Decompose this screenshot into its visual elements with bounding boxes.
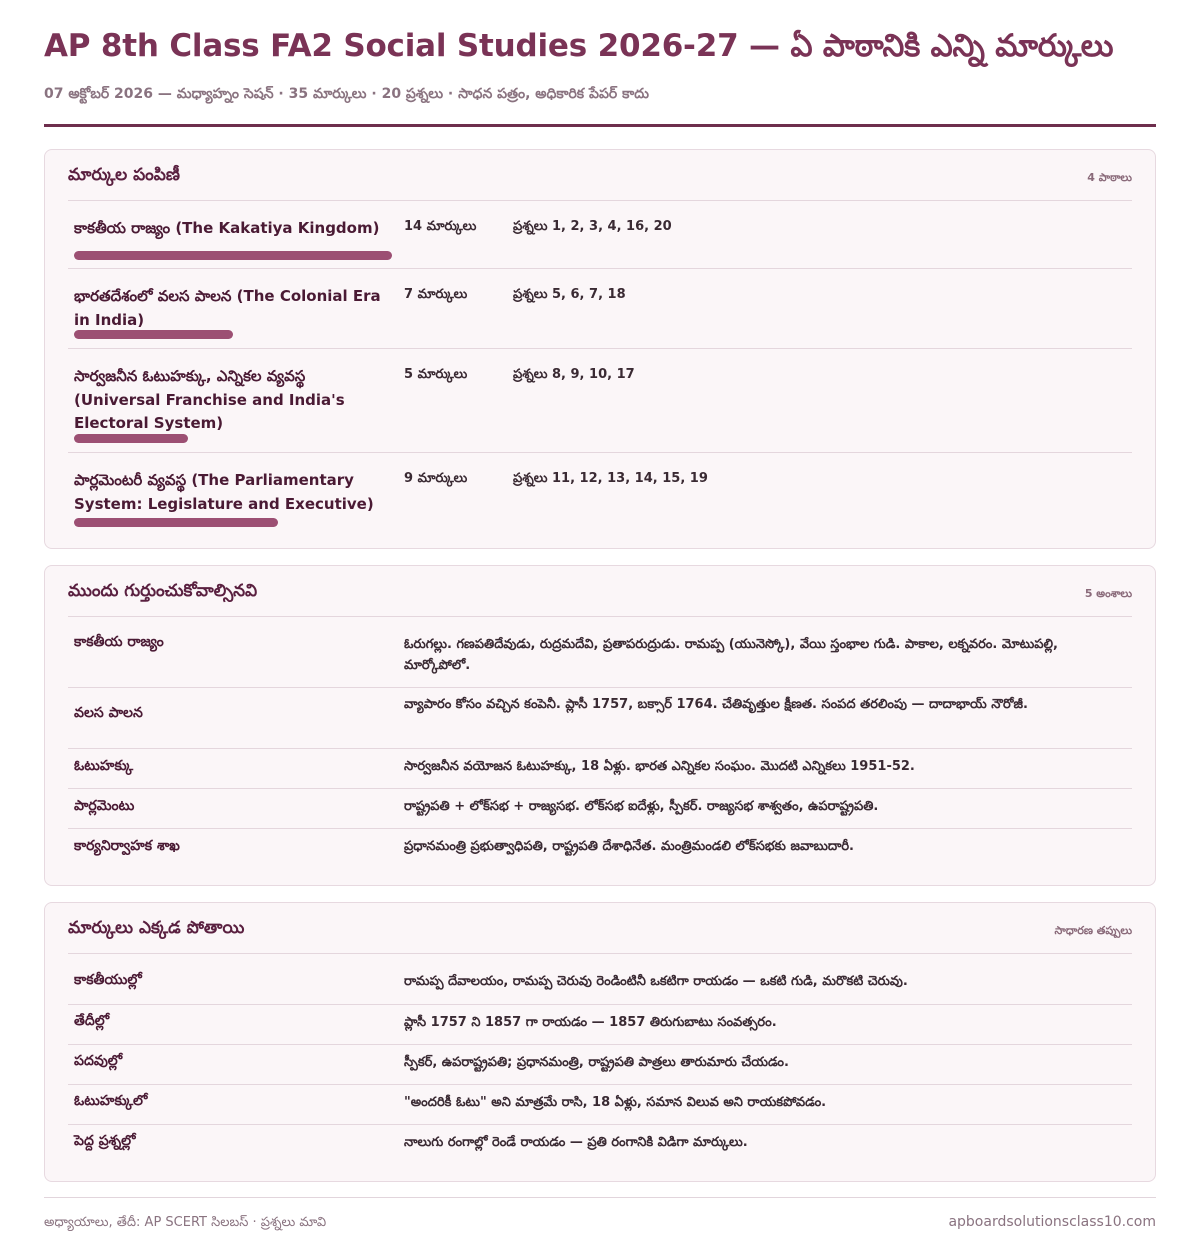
marks-bar <box>74 330 233 339</box>
page-subtitle: 07 అక్టోబర్ 2026 — మధ్యాహ్నం సెషన్ · 35 మార్కులు · 20 ప్రశ్నలు · సాధన పత్రం, అధికారిక పేపర్ కాదు <box>44 86 649 102</box>
mistake-row <box>68 1045 1132 1085</box>
distribution-list <box>68 201 1132 541</box>
key-point-topic: కార్యనిర్వాహక శాఖ <box>74 838 180 854</box>
marks-bar <box>74 518 278 527</box>
key-point-text: వ్యాపారం కోసం వచ్చిన కంపెనీ. ప్లాసీ 1757, బక్సార్ 1764. చేతివృత్తుల క్షీణత. సంపద తరలింపు — దాదాభాయ్ నౌరోజీ. <box>404 697 1028 712</box>
card-count: 5 అంశాలు <box>1084 587 1132 600</box>
mistake-text: స్పీకర్, ఉపరాష్ట్రపతి; ప్రధానమంత్రి, రాష్ట్రపతి పాత్రలు తారుమారు చేయడం. <box>404 1055 789 1070</box>
mistake-row <box>68 1005 1132 1045</box>
marks-distribution-card <box>44 149 1156 549</box>
header-divider <box>44 124 1156 127</box>
key-points-list <box>68 617 1132 869</box>
chapter-questions: ప్రశ్నలు 5, 6, 7, 18 <box>513 287 626 302</box>
card-title: మార్కులు ఎక్కడ పోతాయి <box>68 918 245 938</box>
mistakes-list <box>68 954 1132 1165</box>
mistake-text: రామప్ప దేవాలయం, రామప్ప చెరువు రెండింటినీ ఒకటిగా రాయడం — ఒకటి గుడి, మరొకటి చెరువు. <box>404 974 908 989</box>
chapter-name: భారతదేశంలో వలస పాలన (The Colonial Era in India) <box>74 287 381 329</box>
distribution-row <box>68 349 1132 453</box>
chapter-marks: 7 మార్కులు <box>404 287 468 302</box>
key-point-topic: వలస పాలన <box>74 705 143 721</box>
key-point-row <box>68 789 1132 829</box>
mistake-topic: తేదీల్లో <box>74 1013 110 1029</box>
distribution-row <box>68 453 1132 541</box>
mistake-text: నాలుగు రంగాల్లో రెండే రాయడం — ప్రతి రంగానికి విడిగా మార్కులు. <box>404 1135 748 1150</box>
chapter-questions: ప్రశ్నలు 8, 9, 10, 17 <box>513 367 635 382</box>
card-header <box>68 150 1132 201</box>
key-point-row <box>68 749 1132 789</box>
mistake-row <box>68 954 1132 1005</box>
chapter-name: కాకతీయ రాజ్యం (The Kakatiya Kingdom) <box>74 219 380 237</box>
marks-bar <box>74 251 392 260</box>
key-point-row <box>68 617 1132 688</box>
key-point-topic: ఓటుహక్కు <box>74 758 134 774</box>
mistake-topic: పెద్ద ప్రశ్నల్లో <box>74 1133 136 1149</box>
key-point-text: ఓరుగల్లు. గణపతిదేవుడు, రుద్రమదేవి, ప్రతాపరుద్రుడు. రామప్ప (యునెస్కో), వేయి స్తంభాల గుడి. పాకాల, లక్నవరం. మోటుపల్లి, మార్కోపోలో. <box>404 637 1058 673</box>
mistake-topic: కాకతీయుల్లో <box>74 972 142 988</box>
mistake-row <box>68 1085 1132 1125</box>
footer-site-link[interactable]: apboardsolutionsclass10.com <box>948 1214 1156 1230</box>
key-point-topic: కాకతీయ రాజ్యం <box>74 634 164 650</box>
mistake-topic: ఓటుహక్కులో <box>74 1093 148 1109</box>
chapter-name: సార్వజనీన ఓటుహక్కు, ఎన్నికల వ్యవస్థ (Universal Franchise and India's Electoral System) <box>74 367 345 432</box>
mistake-text: "అందరికీ ఓటు" అని మాత్రమే రాసి, 18 ఏళ్లు, సమాన విలువ అని రాయకపోవడం. <box>404 1095 827 1110</box>
card-count: 4 పాఠాలు <box>1087 171 1132 184</box>
chapter-marks: 9 మార్కులు <box>404 471 468 486</box>
distribution-row <box>68 269 1132 349</box>
chapter-marks: 14 మార్కులు <box>404 219 477 234</box>
card-count: సాధారణ తప్పులు <box>1054 924 1132 937</box>
key-point-text: సార్వజనీన వయోజన ఓటుహక్కు, 18 ఏళ్లు. భారత ఎన్నికల సంఘం. మొదటి ఎన్నికలు 1951-52. <box>404 759 915 774</box>
key-point-topic: పార్లమెంటు <box>74 798 135 814</box>
key-point-row <box>68 688 1132 749</box>
common-mistakes-card <box>44 902 1156 1182</box>
mistake-row <box>68 1125 1132 1165</box>
footer-source-note: అధ్యాయాలు, తేదీ: AP SCERT సిలబస్ · ప్రశ్నలు మావి <box>44 1215 327 1230</box>
card-header <box>68 566 1132 617</box>
footer-divider <box>44 1197 1156 1198</box>
mistake-text: ప్లాసీ 1757 ని 1857 గా రాయడం — 1857 తిరుగుబాటు సంవత్సరం. <box>404 1015 777 1030</box>
card-title: మార్కుల పంపిణీ <box>68 165 180 185</box>
key-point-text: ప్రధానమంత్రి ప్రభుత్వాధిపతి, రాష్ట్రపతి దేశాధినేత. మంత్రిమండలి లోక్‌సభకు జవాబుదారీ. <box>404 839 854 854</box>
card-header <box>68 903 1132 954</box>
key-point-row <box>68 829 1132 869</box>
chapter-questions: ప్రశ్నలు 1, 2, 3, 4, 16, 20 <box>513 219 672 234</box>
key-points-card <box>44 565 1156 886</box>
distribution-row <box>68 201 1132 269</box>
chapter-name: పార్లమెంటరీ వ్యవస్థ (The Parliamentary System: Legislature and Executive) <box>74 471 374 513</box>
page-title: AP 8th Class FA2 Social Studies 2026-27 — ఏ పాఠానికి ఎన్ని మార్కులు <box>44 28 1114 64</box>
marks-bar <box>74 434 188 443</box>
key-point-text: రాష్ట్రపతి + లోక్‌సభ + రాజ్యసభ. లోక్‌సభ ఐదేళ్లు, స్పీకర్. రాజ్యసభ శాశ్వతం, ఉపరాష్ట్రపతి. <box>404 799 879 814</box>
chapter-questions: ప్రశ్నలు 11, 12, 13, 14, 15, 19 <box>513 471 708 486</box>
chapter-marks: 5 మార్కులు <box>404 367 468 382</box>
card-title: ముందు గుర్తుంచుకోవాల్సినవి <box>68 581 258 601</box>
mistake-topic: పదవుల్లో <box>74 1053 123 1069</box>
